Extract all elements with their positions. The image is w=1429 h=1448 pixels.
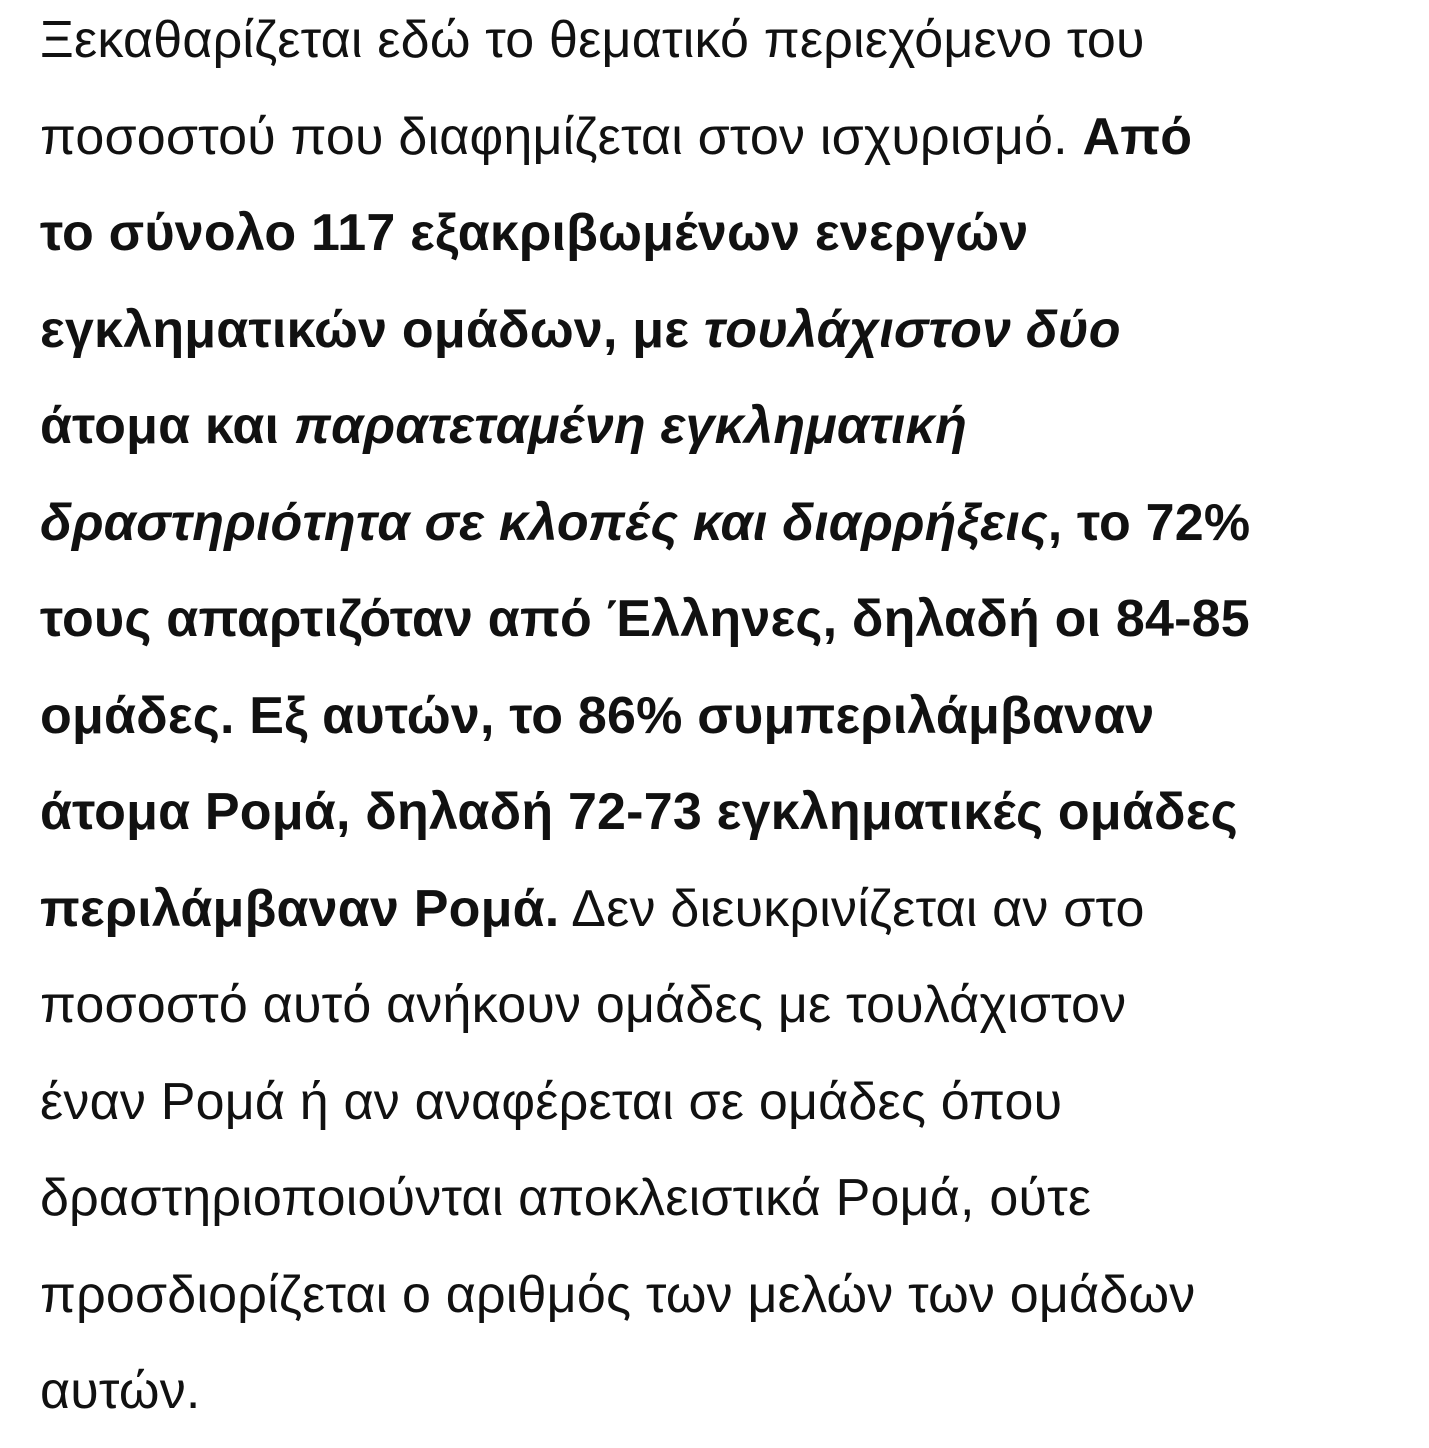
article-paragraph xyxy=(40,0,1400,1448)
bold-text-segment: , το 72% xyxy=(1047,493,1251,552)
paragraph-line-15 xyxy=(40,1351,1400,1448)
text-segment: ποσοστού που διαφημίζεται στον ισχυρισμό. xyxy=(40,107,1083,166)
paragraph-line-8 xyxy=(40,676,1400,773)
text-segment: προσδιορίζεται ο αριθμός των μελών των ομάδων xyxy=(40,1265,1196,1324)
bold-text-segment: τους απαρτιζόταν από Έλληνες, δηλαδή οι 84-85 xyxy=(40,590,1250,648)
paragraph-line-3 xyxy=(40,193,1400,290)
paragraph-line-2 xyxy=(40,97,1400,194)
bold-italic-text-segment: τουλάχιστον δύο xyxy=(703,300,1121,359)
paragraph-line-11 xyxy=(40,965,1400,1062)
text-segment: αυτών. xyxy=(40,1362,201,1420)
text-segment: δραστηριοποιούνται αποκλειστικά Ρομά, ούτε xyxy=(40,1169,1092,1227)
bold-italic-text-segment: δραστηριότητα σε κλοπές και διαρρήξεις xyxy=(40,493,1048,552)
paragraph-line-14 xyxy=(40,1255,1400,1352)
text-segment: ποσοστό αυτό ανήκουν ομάδες με τουλάχιστον xyxy=(40,976,1127,1034)
paragraph-line-13 xyxy=(40,1158,1400,1255)
paragraph-line-9 xyxy=(40,772,1400,869)
text-segment: Ξεκαθαρίζεται εδώ το θεματικό περιεχόμενο του xyxy=(40,11,1145,69)
paragraph-line-10 xyxy=(40,869,1400,966)
text-segment: Δεν διευκρινίζεται αν στο xyxy=(559,879,1145,938)
paragraph-line-7 xyxy=(40,579,1400,676)
paragraph-line-5 xyxy=(40,386,1400,483)
bold-text-segment: το σύνολο 117 εξακριβωμένων ενεργών xyxy=(40,204,1029,262)
paragraph-line-12 xyxy=(40,1062,1400,1159)
bold-text-segment: Από xyxy=(1082,107,1193,166)
bold-text-segment: περιλάμβαναν Ρομά. xyxy=(40,879,560,938)
bold-text-segment: άτομα Ρομά, δηλαδή 72-73 εγκληματικές ομάδες xyxy=(40,783,1238,841)
bold-text-segment: ομάδες. Εξ αυτών, το 86% συμπεριλάμβαναν xyxy=(40,686,1155,745)
bold-italic-text-segment: παρατεταμένη εγκληματική xyxy=(293,397,968,455)
text-segment: έναν Ρομά ή αν αναφέρεται σε ομάδες όπου xyxy=(40,1072,1063,1131)
bold-text-segment: εγκληματικών ομάδων, με xyxy=(40,300,704,359)
paragraph-line-6 xyxy=(40,483,1400,580)
paragraph-line-4 xyxy=(40,290,1400,387)
paragraph-line-1 xyxy=(40,0,1400,97)
bold-text-segment: άτομα και xyxy=(40,397,294,455)
